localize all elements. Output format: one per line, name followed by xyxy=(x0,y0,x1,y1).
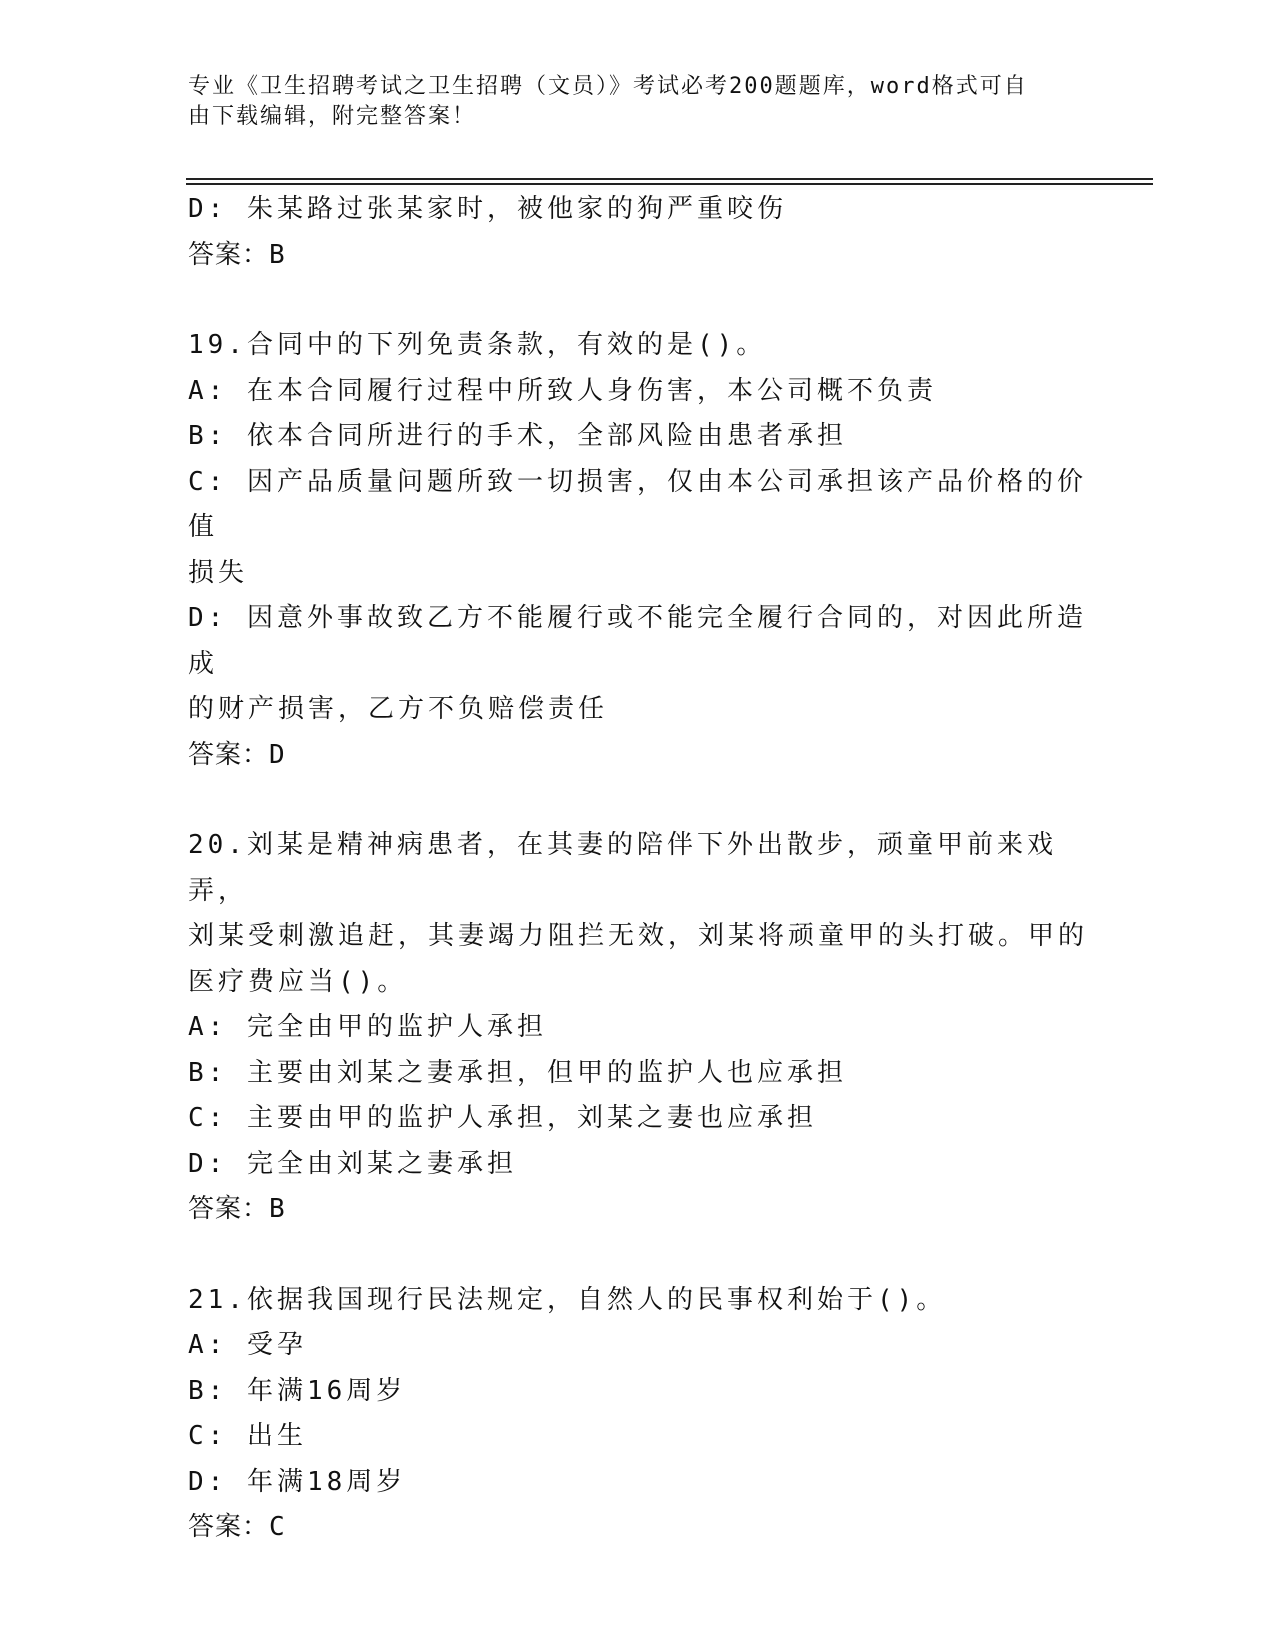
answer-line xyxy=(188,233,1088,279)
option-a: A: 在本合同履行过程中所致人身伤害，本公司概不负责 xyxy=(188,375,937,406)
question-stem-continued: 医疗费应当()。 xyxy=(188,966,408,997)
answer-value: D xyxy=(269,739,286,770)
document-header xyxy=(188,72,1068,132)
question-21 xyxy=(188,1278,1088,1551)
header-divider-bottom xyxy=(186,183,1153,185)
question-20 xyxy=(188,823,1088,1233)
answer-line xyxy=(188,1187,1088,1233)
question-stem: 19.合同中的下列免责条款，有效的是()。 xyxy=(188,330,767,360)
option-b: B: 依本合同所进行的手术，全部风险由患者承担 xyxy=(188,421,847,451)
document-body xyxy=(188,187,1088,1551)
header-line-2: 由下载编辑，附完整答案！ xyxy=(188,104,477,129)
answer-label: 答案： xyxy=(188,1194,270,1224)
answer-label: 答案： xyxy=(188,1512,270,1542)
option-b: B: 年满16周岁 xyxy=(188,1375,407,1406)
answer-value: C xyxy=(269,1512,286,1542)
question-19 xyxy=(188,323,1088,778)
option-d: D: 朱某路过张某家时，被他家的狗严重咬伤 xyxy=(188,194,787,224)
header-line-1: 专业《卫生招聘考试之卫生招聘（文员）》考试必考200题题库，word格式可自 xyxy=(188,74,1028,99)
option-a: A: 受孕 xyxy=(188,1330,307,1360)
question-stem-continued: 刘某受刺激追赶，其妻竭力阻拦无效，刘某将顽童甲的头打破。甲的 xyxy=(188,921,1089,951)
option-d: D: 年满18周岁 xyxy=(188,1466,407,1497)
option-c: C: 出生 xyxy=(188,1421,307,1451)
question-stem: 20.刘某是精神病患者，在其妻的陪伴下外出散步，顽童甲前来戏弄， xyxy=(188,830,1057,906)
answer-value: B xyxy=(269,239,286,270)
previous-question-tail xyxy=(188,187,1088,278)
question-stem: 21.依据我国现行民法规定，自然人的民事权利始于()。 xyxy=(188,1284,947,1315)
answer-value: B xyxy=(269,1194,286,1224)
answer-line xyxy=(188,733,1088,779)
option-d-continued: 的财产损害，乙方不负赔偿责任 xyxy=(188,694,609,724)
answer-label: 答案： xyxy=(188,739,270,770)
option-c: C: 主要由甲的监护人承担，刘某之妻也应承担 xyxy=(188,1103,817,1133)
option-b: B: 主要由刘某之妻承担，但甲的监护人也应承担 xyxy=(188,1057,847,1088)
option-a: A: 完全由甲的监护人承担 xyxy=(188,1012,547,1042)
option-c-continued: 损失 xyxy=(188,557,249,588)
option-d: D: 完全由刘某之妻承担 xyxy=(188,1148,517,1179)
answer-label: 答案： xyxy=(188,239,270,270)
header-divider-top xyxy=(186,178,1153,180)
option-d: D: 因意外事故致乙方不能履行或不能完全履行合同的，对因此所造成 xyxy=(188,603,1087,679)
answer-line xyxy=(188,1505,1088,1551)
option-c: C: 因产品质量问题所致一切损害，仅由本公司承担该产品价格的价值 xyxy=(188,466,1087,542)
